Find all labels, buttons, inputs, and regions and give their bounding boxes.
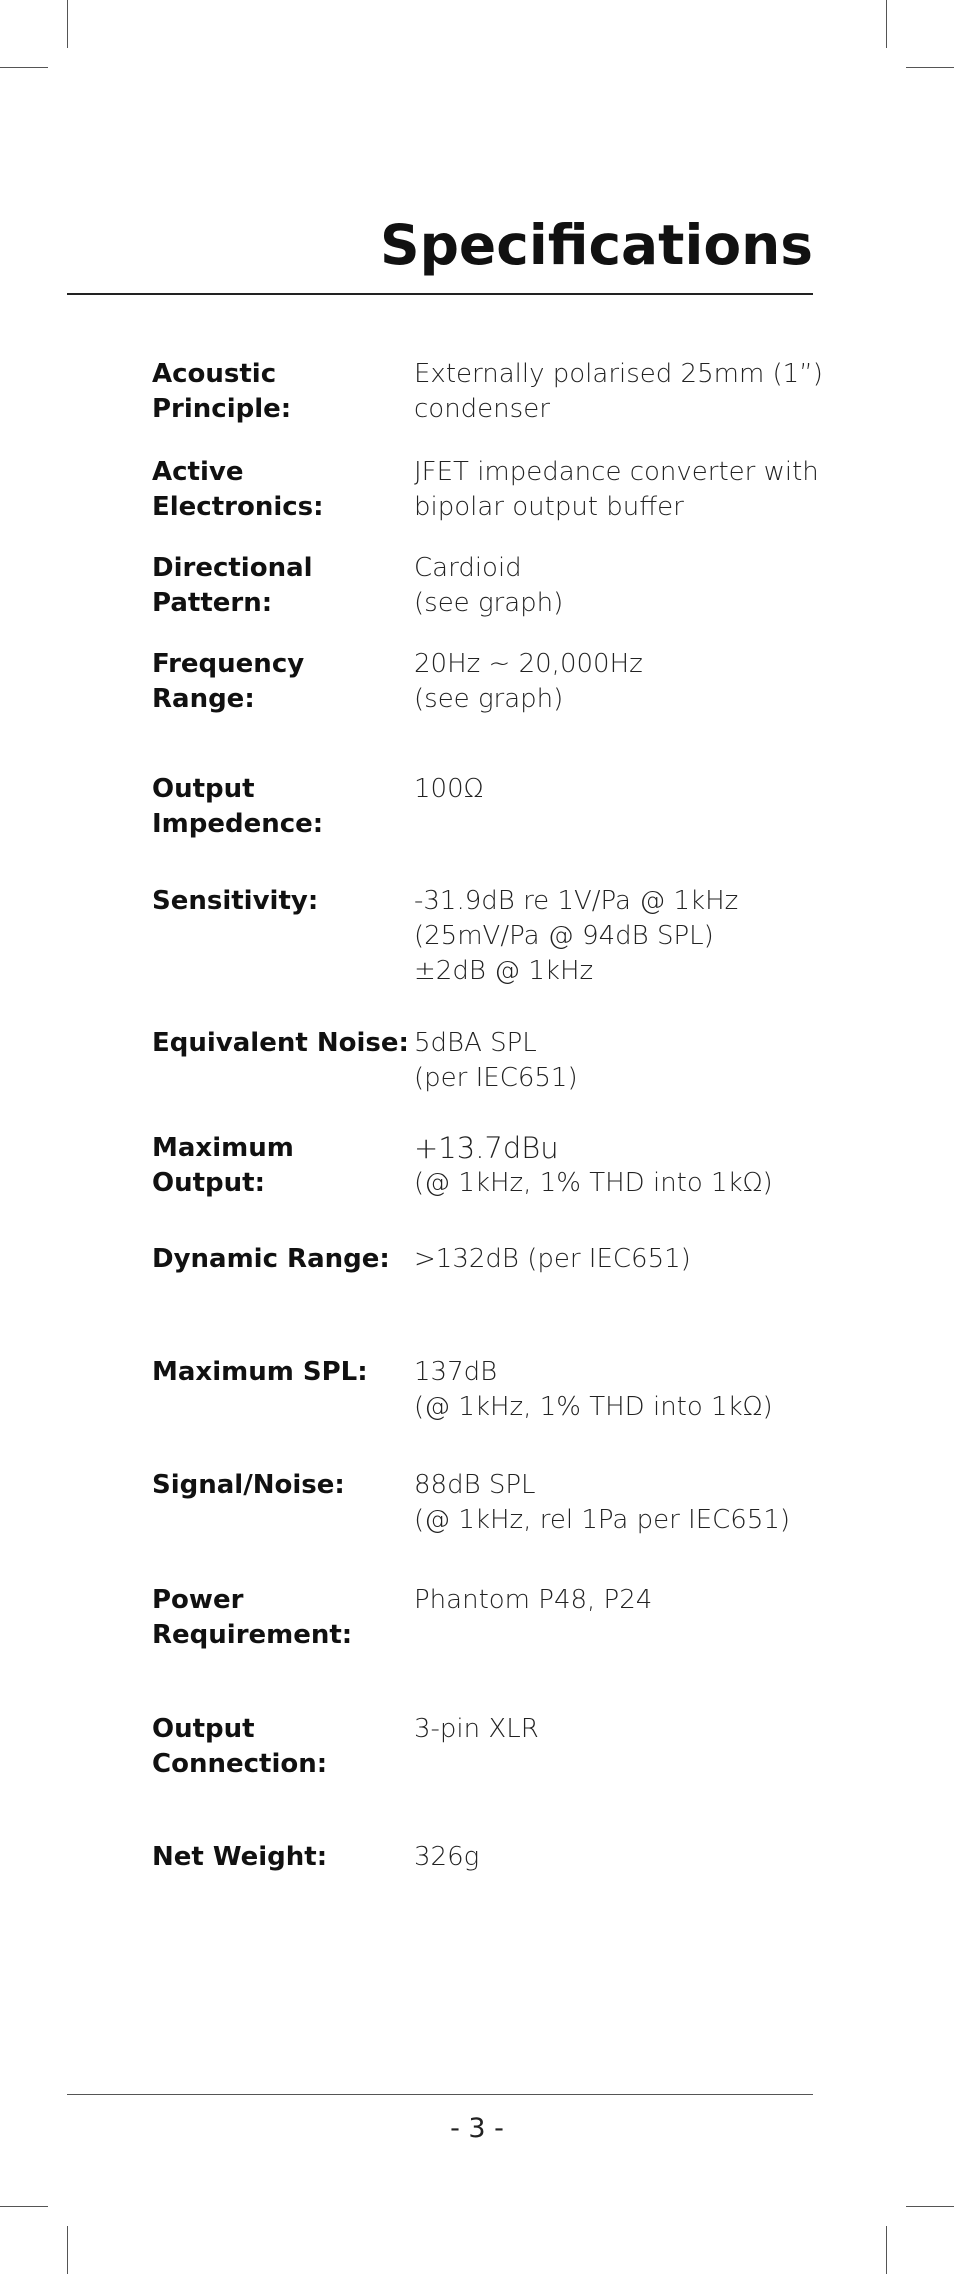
spec-label-line: Net Weight: xyxy=(152,1842,328,1872)
spec-label-line: Equivalent Noise: xyxy=(152,1028,409,1058)
spec-label xyxy=(152,551,407,621)
spec-label xyxy=(152,357,407,427)
spec-label xyxy=(152,1131,407,1201)
spec-value-line: Externally polarised 25mm (1”) xyxy=(414,359,823,389)
spec-label-line: Dynamic Range: xyxy=(152,1244,390,1274)
spec-value-line: condenser xyxy=(414,394,550,424)
spec-label-line: Pattern: xyxy=(152,588,273,618)
page-number: - 3 - xyxy=(450,2113,504,2144)
spec-label-line: Sensitivity: xyxy=(152,886,319,916)
spec-value-line: 88dB SPL xyxy=(414,1470,536,1500)
spec-label xyxy=(152,884,407,919)
spec-value-line: 137dB xyxy=(414,1357,498,1387)
spec-label-line: Requirement: xyxy=(152,1620,353,1650)
spec-label xyxy=(152,455,407,525)
spec-value xyxy=(414,1583,824,1618)
spec-value xyxy=(414,884,824,989)
spec-value xyxy=(414,1468,824,1538)
page-title: Specifications xyxy=(379,213,813,277)
spec-value-line: Phantom P48, P24 xyxy=(414,1585,653,1615)
spec-label-line: Impedence: xyxy=(152,809,324,839)
spec-value xyxy=(414,455,824,525)
spec-value xyxy=(414,551,824,621)
spec-value-line: 5dBA SPL xyxy=(414,1028,537,1058)
spec-label-line: Acoustic xyxy=(152,359,277,389)
spec-label-line: Range: xyxy=(152,684,255,714)
spec-label-line: Connection: xyxy=(152,1749,328,1779)
spec-value-line: (see graph) xyxy=(414,684,564,714)
spec-value-line: >132dB (per IEC651) xyxy=(414,1244,691,1274)
spec-value xyxy=(414,1026,824,1096)
spec-label-line: Power xyxy=(152,1585,244,1615)
spec-value-line: bipolar output buffer xyxy=(414,492,684,522)
spec-label-line: Maximum xyxy=(152,1133,294,1163)
spec-label-line: Output: xyxy=(152,1168,265,1198)
spec-label xyxy=(152,1712,407,1782)
spec-value xyxy=(414,1131,824,1201)
spec-value xyxy=(414,1355,824,1425)
spec-value xyxy=(414,1242,824,1277)
spec-value-line: 326g xyxy=(414,1842,480,1872)
spec-label xyxy=(152,1242,407,1277)
spec-label xyxy=(152,772,407,842)
spec-value xyxy=(414,1712,824,1747)
spec-label-line: Principle: xyxy=(152,394,292,424)
spec-value xyxy=(414,772,824,807)
spec-value-line: -31.9dB re 1V/Pa @ 1kHz xyxy=(414,886,739,916)
spec-value-line: 3-pin XLR xyxy=(414,1714,539,1744)
spec-value-line: (@ 1kHz, 1% THD into 1kΩ) xyxy=(414,1168,773,1198)
spec-value-line: (@ 1kHz, 1% THD into 1kΩ) xyxy=(414,1392,773,1422)
spec-label xyxy=(152,1355,407,1390)
spec-label-line: Electronics: xyxy=(152,492,324,522)
footer-rule xyxy=(67,2094,813,2095)
spec-value-line: (25mV/Pa @ 94dB SPL) xyxy=(414,921,714,951)
spec-label xyxy=(152,1026,407,1061)
spec-value-line: 20Hz ~ 20,000Hz xyxy=(414,649,643,679)
spec-label-line: Directional xyxy=(152,553,313,583)
spec-value-line: (per IEC651) xyxy=(414,1063,578,1093)
spec-value-line: Cardioid xyxy=(414,553,522,583)
spec-label-line: Output xyxy=(152,774,255,804)
spec-value-line: (see graph) xyxy=(414,588,564,618)
spec-label xyxy=(152,647,407,717)
spec-value-line: ±2dB @ 1kHz xyxy=(414,956,594,986)
spec-value xyxy=(414,1840,824,1875)
spec-label xyxy=(152,1840,407,1875)
spec-label-line: Maximum SPL: xyxy=(152,1357,368,1387)
spec-value-line: JFET impedance converter with xyxy=(414,457,819,487)
spec-value xyxy=(414,357,824,427)
spec-value-line: (@ 1kHz, rel 1Pa per IEC651) xyxy=(414,1505,791,1535)
spec-label-line: Frequency xyxy=(152,649,305,679)
spec-label xyxy=(152,1583,407,1653)
spec-label xyxy=(152,1468,407,1503)
spec-value xyxy=(414,647,824,717)
spec-value-line: +13.7dBu xyxy=(414,1131,559,1165)
spec-label-line: Signal/Noise: xyxy=(152,1470,345,1500)
spec-label-line: Output xyxy=(152,1714,255,1744)
spec-value-line: 100Ω xyxy=(414,774,484,804)
spec-label-line: Active xyxy=(152,457,244,487)
